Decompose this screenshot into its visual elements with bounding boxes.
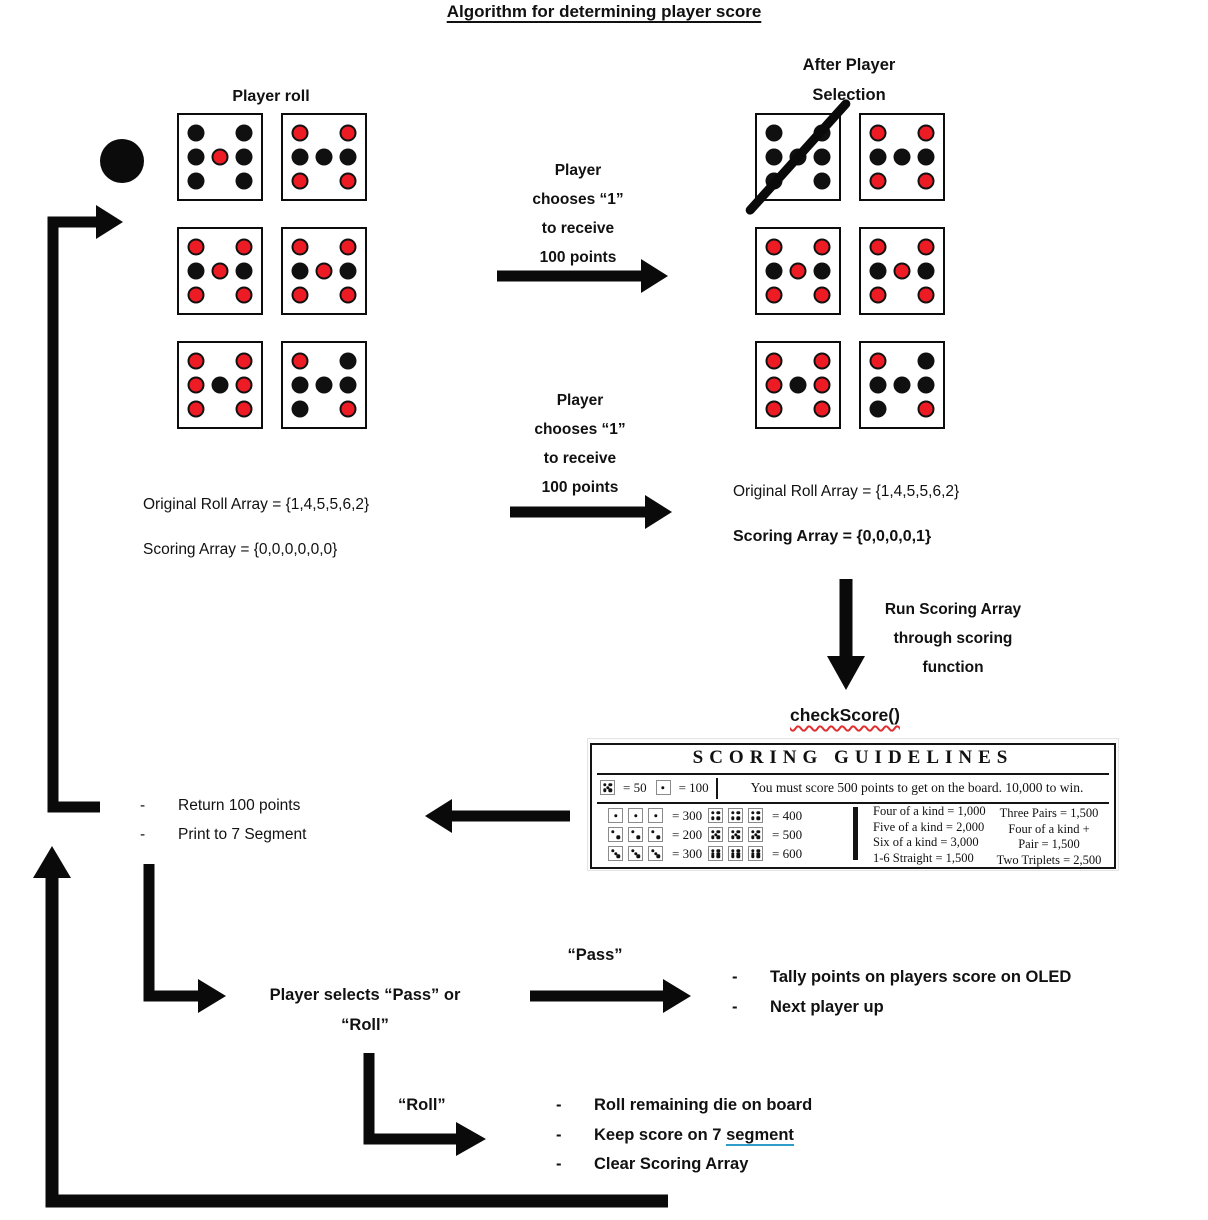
die-pip (292, 124, 309, 141)
die-pip (212, 263, 229, 280)
mini-die-pip (711, 811, 714, 814)
die-pip (188, 149, 205, 166)
panel-divider-top (597, 773, 1109, 775)
mini-die-pip (661, 786, 664, 789)
die-pip (188, 377, 205, 394)
die-pip (235, 401, 252, 418)
die-pip (235, 377, 252, 394)
arrow-elbow-to-player-selects (149, 864, 226, 1013)
die-pip (870, 287, 887, 304)
die-face-2 (859, 341, 945, 429)
die-face-1-removed (755, 113, 841, 201)
text-line: Run Scoring Array (884, 601, 1022, 618)
roll-outcome-list (556, 1091, 976, 1180)
die-pip (339, 173, 356, 190)
text-line: Pair = 1,500 (1018, 837, 1080, 851)
triples-high-column (708, 807, 802, 862)
bullet-dash: - (556, 1155, 562, 1173)
text-line: Three Pairs = 1,500 (999, 806, 1099, 820)
mini-die-pip (617, 855, 620, 858)
text-line: to receive (541, 220, 615, 237)
mini-die-3 (608, 846, 623, 861)
single-die-values (600, 779, 709, 796)
text-line: through scoring (893, 630, 1013, 647)
combo-score-label: = 200 (672, 826, 703, 842)
die-face-5 (281, 227, 367, 315)
die-pip (917, 263, 934, 280)
mini-die-pip (609, 789, 612, 792)
mini-die-pip (614, 814, 617, 817)
arrow-pass (530, 979, 691, 1013)
text-line: Four of a kind = 1,000 (873, 804, 986, 818)
underlined-word: segment (726, 1125, 794, 1144)
die-pip (813, 352, 830, 369)
original-roll-array-left: Original Roll Array = {1,4,5,5,6,2} (143, 496, 370, 513)
combo-score-label: = 300 (672, 845, 703, 861)
strike-through-line (744, 98, 852, 217)
text-line: After Player (802, 56, 896, 74)
die-pip (339, 124, 356, 141)
die-pip (870, 149, 887, 166)
run-scoring-caption (858, 595, 1048, 682)
die-pip (894, 377, 911, 394)
die-pip (813, 377, 830, 394)
mini-die-pip (634, 814, 637, 817)
mini-die-pip (757, 836, 760, 839)
mini-die-pip (757, 817, 760, 820)
mini-die-3 (628, 846, 643, 861)
scoring-guidelines-panel (590, 743, 1116, 869)
die-pip (917, 149, 934, 166)
list-item (140, 791, 306, 820)
die-pip (339, 149, 356, 166)
mini-die-pip (609, 783, 612, 786)
pass-arrow-label: “Pass” (567, 946, 623, 964)
text-line: function (922, 659, 984, 676)
mini-die-pip (717, 836, 720, 839)
die-pip (766, 149, 783, 166)
die-pip (870, 401, 887, 418)
list-item-text: Next player up (770, 997, 884, 1016)
mini-die-pip (737, 830, 740, 833)
return-outcome-list (140, 791, 306, 849)
die-pip (870, 263, 887, 280)
die-pip (894, 263, 911, 280)
die-pip (870, 238, 887, 255)
text-line: Player (556, 392, 604, 409)
list-item-text: Roll remaining die on board (594, 1096, 813, 1114)
special-scores-column2 (990, 806, 1108, 868)
die-pip (292, 238, 309, 255)
bullet-dash: - (140, 797, 146, 814)
die-pip (339, 377, 356, 394)
die-pip (766, 401, 783, 418)
scoring-guidelines-image (587, 738, 1119, 871)
die-pip (813, 173, 830, 190)
die-pip (292, 377, 309, 394)
die-pip (316, 263, 333, 280)
page-title: Algorithm for determining player score (446, 2, 762, 21)
die-pip (917, 238, 934, 255)
arrow2-caption (480, 386, 680, 502)
bullet-dash: - (732, 997, 738, 1016)
scoring-guidelines-title: SCORING GUIDELINES (692, 747, 1014, 768)
die-pip (292, 263, 309, 280)
die-face-4 (281, 113, 367, 201)
die-pip (292, 352, 309, 369)
mini-die-2 (608, 827, 623, 842)
die-pip (339, 263, 356, 280)
text-line: Two Triplets = 2,500 (996, 852, 1102, 867)
die-pip (339, 352, 356, 369)
text-line: 100 points (539, 249, 617, 266)
mini-die-pip (603, 789, 606, 792)
die-face-6 (755, 341, 841, 429)
triples-low-column (608, 807, 702, 862)
die-pip (188, 263, 205, 280)
die-pip (212, 149, 229, 166)
die-pip (235, 287, 252, 304)
die-pip (212, 377, 229, 394)
mini-die-4 (728, 808, 743, 823)
mini-die-4 (708, 808, 723, 823)
mini-die-pip (657, 855, 660, 858)
list-item (556, 1091, 976, 1121)
list-item (556, 1150, 976, 1180)
die-pip (813, 263, 830, 280)
die-pip (188, 401, 205, 418)
mini-die-pip (637, 836, 640, 839)
die-pip (292, 149, 309, 166)
list-item-text: Print to 7 Segment (178, 826, 307, 843)
mini-die-pip (717, 830, 720, 833)
die-pip (813, 149, 830, 166)
list-item-text: Return 100 points (178, 797, 301, 814)
mini-die-5 (748, 827, 763, 842)
original-roll-array-right: Original Roll Array = {1,4,5,5,6,2} (733, 483, 960, 500)
die-face-5 (177, 227, 263, 315)
mini-die-2 (648, 827, 663, 842)
die-pip (316, 149, 333, 166)
mini-die-pip (717, 817, 720, 820)
mini-die-pip (757, 830, 760, 833)
combos-divider (853, 807, 858, 860)
combo-score-label: = 600 (772, 845, 803, 861)
die-pip (766, 124, 783, 141)
score-combo (608, 826, 702, 843)
mini-die-pip (737, 855, 740, 858)
mini-die-3 (648, 846, 663, 861)
die-pip (917, 287, 934, 304)
die-pip (870, 377, 887, 394)
mini-die-5 (600, 780, 615, 795)
text-line: Six of a kind = 3,000 (873, 835, 979, 849)
player-selects-label (260, 980, 470, 1040)
die-pip (235, 124, 252, 141)
mini-die-pip (717, 811, 720, 814)
combo-score-label: = 400 (772, 807, 803, 823)
score-combo (656, 779, 709, 796)
die-pip (766, 352, 783, 369)
bullet-dash: - (140, 826, 146, 843)
die-pip (917, 173, 934, 190)
mini-die-5 (728, 827, 743, 842)
die-pip (235, 263, 252, 280)
mini-die-pip (731, 836, 734, 839)
black-circle-marker (100, 139, 144, 183)
die-pip (339, 401, 356, 418)
die-pip (917, 124, 934, 141)
mini-die-pip (737, 811, 740, 814)
mini-die-pip (751, 855, 754, 858)
die-face-1 (177, 113, 263, 201)
combo-score-label: = 100 (678, 779, 709, 795)
text-line: 1-6 Straight = 1,500 (873, 850, 974, 865)
mini-die-pip (751, 836, 754, 839)
pass-outcome-list (732, 963, 1088, 1022)
die-pip (316, 377, 333, 394)
player-roll-dice-grid (177, 113, 367, 429)
die-face-2 (281, 341, 367, 429)
mini-die-1 (648, 808, 663, 823)
text-line: “Roll” (341, 1016, 389, 1034)
die-pip (292, 401, 309, 418)
score-combo (708, 826, 802, 843)
die-pip (235, 173, 252, 190)
die-pip (292, 173, 309, 190)
mini-die-2 (628, 827, 643, 842)
combo-score-label: = 50 (623, 779, 647, 795)
die-pip (235, 149, 252, 166)
header-divider (716, 778, 718, 799)
die-pip (813, 287, 830, 304)
mini-die-1 (628, 808, 643, 823)
arrow1-caption (478, 156, 678, 272)
mini-die-pip (737, 817, 740, 820)
die-pip (813, 401, 830, 418)
mini-die-pip (711, 836, 714, 839)
mini-die-6 (748, 846, 763, 861)
die-pip (790, 377, 807, 394)
list-item (556, 1121, 976, 1151)
die-pip (917, 377, 934, 394)
die-pip (766, 377, 783, 394)
text-line: chooses “1” (534, 421, 626, 438)
scoring-array-left: Scoring Array = {0,0,0,0,0,0} (143, 541, 338, 558)
die-pip (188, 352, 205, 369)
die-pip (790, 263, 807, 280)
score-combo (608, 807, 702, 824)
mini-die-4 (748, 808, 763, 823)
text-line: Four of a kind + (1008, 821, 1090, 836)
text-line: Selection (812, 86, 886, 104)
die-pip (917, 352, 934, 369)
mini-die-pip (637, 855, 640, 858)
mini-die-pip (711, 855, 714, 858)
mini-die-pip (654, 814, 657, 817)
board-entry-note: You must score 500 points to get on the board. 10,000 to win. (750, 780, 1084, 795)
score-combo (708, 807, 802, 824)
text-line: to receive (543, 450, 617, 467)
die-pip (870, 352, 887, 369)
mini-die-pip (757, 811, 760, 814)
list-item (140, 820, 306, 849)
mini-die-pip (711, 817, 714, 820)
list-item-text: Tally points on players score on OLED (770, 968, 1072, 986)
list-item-text: Clear Scoring Array (594, 1155, 749, 1173)
combo-score-label: = 300 (672, 807, 703, 823)
mini-die-6 (708, 846, 723, 861)
player-roll-label: Player roll (232, 88, 310, 105)
combo-score-label: = 500 (772, 826, 803, 842)
die-pip (870, 124, 887, 141)
die-face-5 (859, 227, 945, 315)
arrow-loop-inner-to-player-roll (53, 205, 123, 807)
die-pip (188, 173, 205, 190)
score-combo (600, 779, 647, 796)
list-item-text: Keep score on 7 segment (594, 1125, 794, 1144)
mini-die-pip (731, 855, 734, 858)
score-combo (608, 845, 702, 862)
mini-die-6 (728, 846, 743, 861)
die-pip (188, 124, 205, 141)
die-pip (766, 287, 783, 304)
bullet-dash: - (556, 1096, 562, 1114)
mini-die-pip (731, 817, 734, 820)
after-selection-dice-grid (755, 113, 945, 429)
panel-divider-mid (597, 802, 1109, 804)
die-pip (894, 149, 911, 166)
mini-die-pip (717, 855, 720, 858)
mini-die-pip (657, 836, 660, 839)
die-pip (292, 287, 309, 304)
die-pip (235, 238, 252, 255)
text-line: 100 points (541, 479, 619, 496)
list-item (732, 993, 1088, 1023)
die-pip (766, 238, 783, 255)
die-face-6 (177, 341, 263, 429)
die-pip (188, 238, 205, 255)
text-line: chooses “1” (532, 191, 624, 208)
list-item (732, 963, 1088, 993)
die-pip (917, 401, 934, 418)
text-line: Player (554, 162, 602, 179)
score-combo (708, 845, 802, 862)
special-scores-column1 (873, 804, 986, 866)
die-face-4 (859, 113, 945, 201)
mini-die-pip (751, 817, 754, 820)
check-score-function-label: checkScore() (790, 705, 900, 725)
mini-die-pip (751, 811, 754, 814)
die-pip (870, 173, 887, 190)
die-pip (188, 287, 205, 304)
mini-die-1 (656, 780, 671, 795)
mini-die-pip (731, 811, 734, 814)
text-line: Five of a kind = 2,000 (873, 819, 985, 834)
die-pip (813, 238, 830, 255)
die-pip (339, 238, 356, 255)
die-pip (235, 352, 252, 369)
arrow-checkscore-result-left (425, 799, 570, 833)
mini-die-pip (651, 830, 654, 833)
bullet-dash: - (556, 1125, 562, 1144)
die-pip (766, 263, 783, 280)
mini-die-pip (611, 830, 614, 833)
mini-die-pip (737, 836, 740, 839)
mini-die-5 (708, 827, 723, 842)
die-pip (339, 287, 356, 304)
text-line: Player selects “Pass” or (269, 986, 461, 1004)
mini-die-pip (631, 830, 634, 833)
mini-die-pip (757, 855, 760, 858)
bullet-dash: - (732, 968, 738, 986)
scoring-array-right: Scoring Array = {0,0,0,0,1} (733, 528, 932, 545)
mini-die-pip (617, 836, 620, 839)
die-face-5 (755, 227, 841, 315)
mini-die-1 (608, 808, 623, 823)
roll-arrow-label: “Roll” (398, 1096, 446, 1114)
